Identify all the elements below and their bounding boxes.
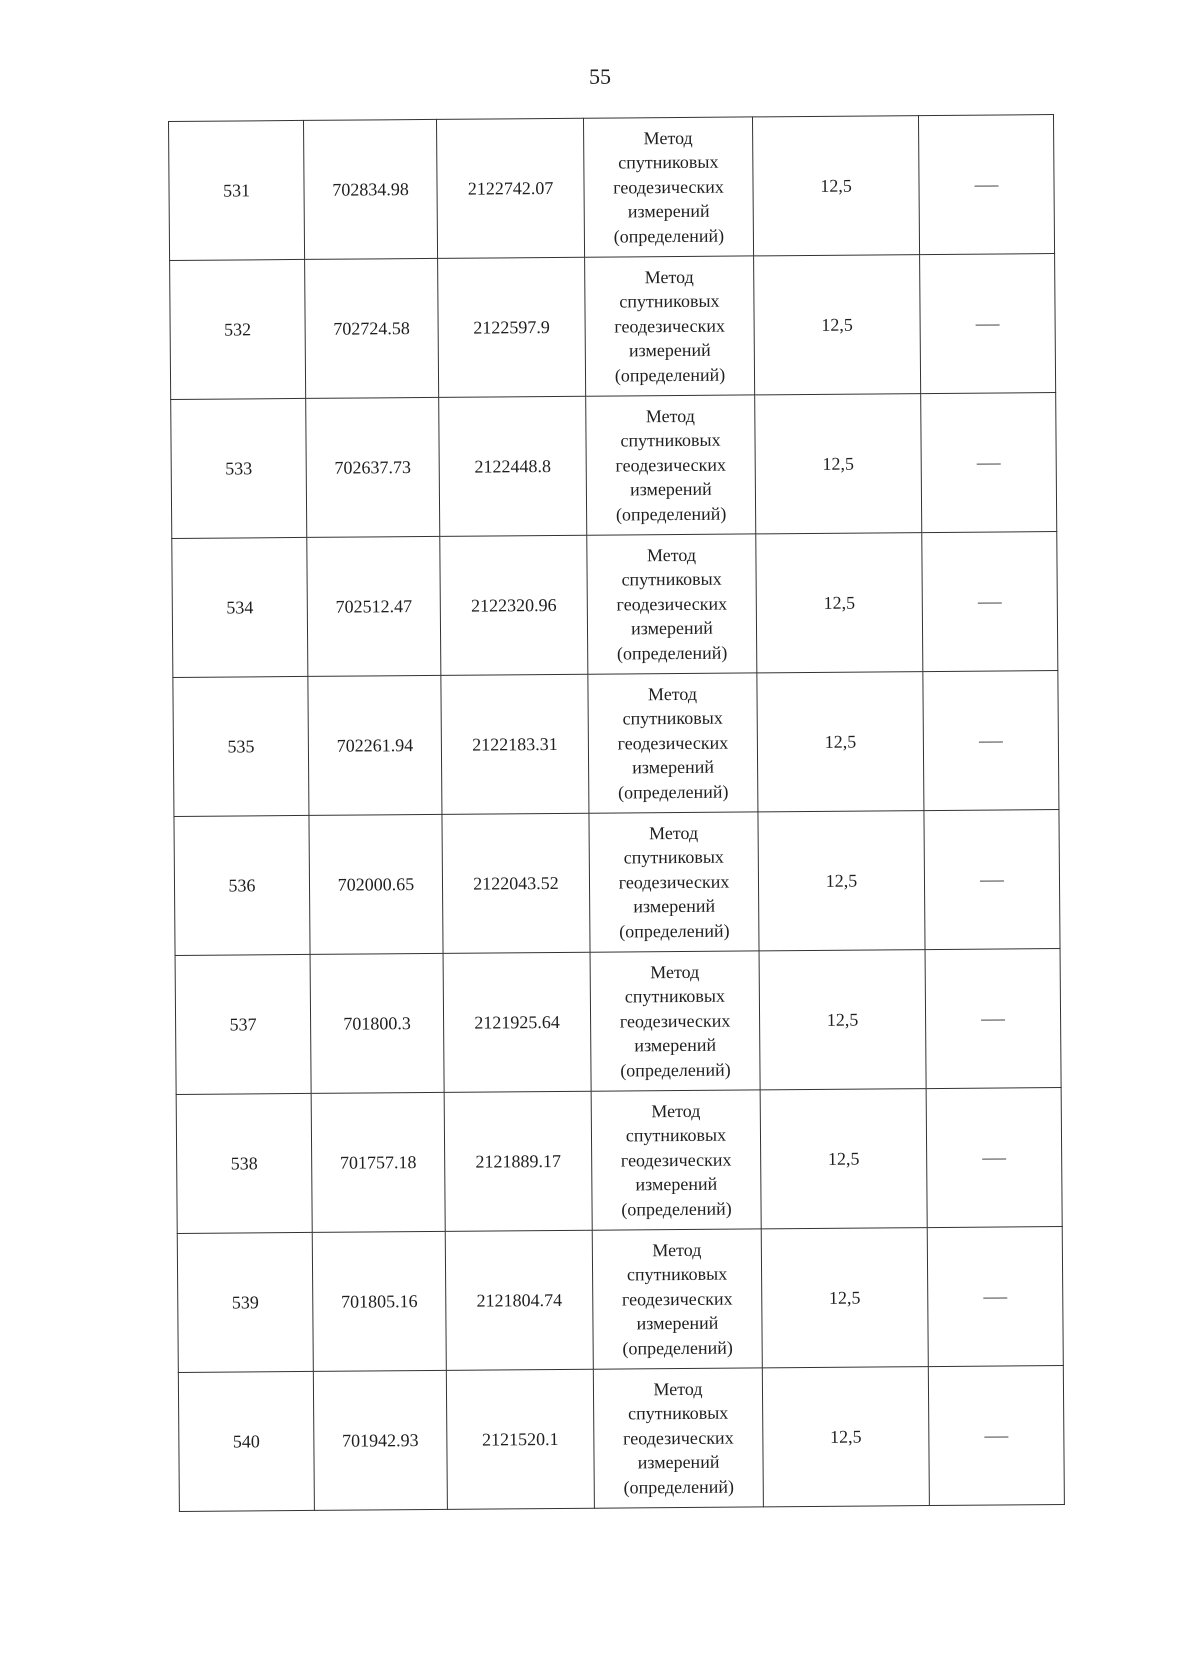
point-number-cell: 535	[173, 676, 309, 816]
method-line: измерений	[627, 200, 710, 222]
method-line: (определений)	[622, 1337, 733, 1359]
x-coordinate-cell: 701800.3	[310, 953, 444, 1093]
method-line: спутниковых	[622, 707, 723, 729]
method-line: спутниковых	[624, 985, 726, 1007]
accuracy-cell: 12,5	[762, 1367, 929, 1507]
table-row	[176, 1088, 1062, 1234]
y-coordinate-cell: 2121925.64	[443, 952, 591, 1092]
method-line: геодезических	[621, 1288, 733, 1310]
table-row	[178, 1366, 1064, 1512]
x-coordinate-cell: 702834.98	[303, 119, 437, 259]
method-line: (определений)	[616, 642, 728, 664]
dash-mark	[983, 1298, 1007, 1299]
x-coordinate-cell: 702261.94	[308, 675, 442, 815]
y-coordinate-cell: 2121520.1	[446, 1369, 594, 1509]
y-coordinate-cell: 2122183.31	[441, 674, 589, 814]
method-line: геодезических	[620, 1149, 732, 1171]
method-line: спутниковых	[619, 290, 720, 312]
method-line: (определений)	[619, 920, 730, 942]
method-line: Метод	[644, 266, 694, 288]
method-line: (определений)	[620, 1059, 731, 1081]
accuracy-cell: 12,5	[756, 533, 923, 673]
y-coordinate-cell: 2122043.52	[442, 813, 590, 953]
table-row	[174, 810, 1060, 956]
note-text	[1006, 1145, 1007, 1146]
note-cell	[922, 532, 1058, 672]
dash-mark	[984, 1437, 1008, 1438]
method-line: измерений	[634, 1034, 717, 1056]
note-cell	[923, 671, 1059, 811]
method-line: Метод	[650, 961, 700, 982]
point-number-cell: 539	[177, 1232, 313, 1372]
table-row	[173, 671, 1059, 817]
dash-mark	[980, 881, 1004, 882]
method-cell	[586, 395, 756, 535]
dash-mark	[978, 603, 1002, 604]
dash-mark	[981, 1020, 1005, 1021]
method-line: спутниковых	[623, 846, 724, 868]
note-cell	[918, 115, 1054, 255]
dash-mark	[976, 325, 1000, 326]
point-number-cell: 540	[178, 1371, 314, 1511]
method-line: спутниковых	[618, 151, 719, 173]
method-line: Метод	[646, 544, 697, 566]
method-line: Метод	[652, 1239, 702, 1260]
coordinates-table	[168, 114, 1065, 1512]
note-text	[1005, 1006, 1006, 1007]
method-line: геодезических	[622, 1427, 734, 1449]
method-line: Метод	[643, 127, 693, 149]
table-row	[170, 254, 1056, 400]
dash-mark	[982, 1159, 1006, 1160]
accuracy-cell: 12,5	[755, 394, 922, 534]
dash-mark	[977, 464, 1001, 465]
note-cell	[925, 949, 1061, 1089]
method-line: измерений	[632, 756, 715, 778]
method-line: геодезических	[616, 593, 728, 615]
method-cell	[583, 117, 753, 257]
x-coordinate-cell: 702512.47	[307, 536, 441, 676]
table-row	[172, 532, 1058, 678]
accuracy-cell: 12,5	[754, 255, 921, 395]
method-line: спутниковых	[627, 1402, 729, 1424]
accuracy-cell: 12,5	[752, 116, 919, 256]
note-cell	[928, 1366, 1064, 1506]
point-number-cell: 531	[169, 120, 305, 260]
method-cell	[590, 951, 760, 1091]
note-cell	[921, 393, 1057, 533]
method-line: (определений)	[613, 225, 725, 247]
y-coordinate-cell: 2122320.96	[440, 535, 588, 675]
point-number-cell: 532	[170, 259, 306, 399]
method-line: Метод	[649, 822, 699, 843]
method-line: (определений)	[623, 1476, 735, 1498]
method-line: спутниковых	[620, 429, 721, 451]
dash-mark	[975, 186, 999, 187]
method-cell	[592, 1229, 762, 1369]
accuracy-cell: 12,5	[759, 950, 926, 1090]
method-line: измерений	[628, 339, 711, 361]
table-row	[169, 115, 1055, 261]
accuracy-cell: 12,5	[758, 811, 925, 951]
note-cell	[926, 1088, 1062, 1228]
point-number-cell: 533	[171, 398, 307, 538]
accuracy-cell: 12,5	[757, 672, 924, 812]
method-line: Метод	[645, 405, 695, 427]
method-line: измерений	[637, 1451, 720, 1473]
table-row	[171, 393, 1057, 539]
method-line: спутниковых	[621, 568, 722, 590]
method-line: (определений)	[621, 1198, 732, 1220]
note-text	[1003, 728, 1004, 729]
method-line: (определений)	[618, 781, 729, 803]
method-cell	[588, 673, 758, 813]
method-line: геодезических	[617, 732, 729, 754]
x-coordinate-cell: 702724.58	[305, 258, 439, 398]
note-text	[1001, 450, 1002, 451]
x-coordinate-cell: 702000.65	[309, 814, 443, 954]
page-number: 55	[589, 64, 611, 89]
x-coordinate-cell: 701942.93	[313, 1370, 447, 1510]
y-coordinate-cell: 2122742.07	[436, 118, 584, 258]
method-line: Метод	[653, 1378, 703, 1399]
point-number-cell: 537	[175, 954, 311, 1094]
table-row	[177, 1227, 1063, 1373]
note-text	[1008, 1423, 1009, 1424]
x-coordinate-cell: 701757.18	[311, 1092, 445, 1232]
method-cell	[593, 1368, 763, 1508]
y-coordinate-cell: 2121804.74	[445, 1230, 593, 1370]
note-text	[998, 172, 999, 173]
method-line: измерений	[635, 1173, 718, 1195]
method-line: геодезических	[615, 454, 727, 476]
method-line: геодезических	[618, 871, 730, 893]
point-number-cell: 536	[174, 815, 310, 955]
method-line: (определений)	[615, 503, 727, 525]
note-text	[1000, 311, 1001, 312]
note-text	[1007, 1284, 1008, 1285]
method-line: измерений	[631, 617, 713, 639]
method-line: измерений	[633, 895, 716, 917]
table-row	[175, 949, 1061, 1095]
note-cell	[924, 810, 1060, 950]
x-coordinate-cell: 702637.73	[306, 397, 440, 537]
y-coordinate-cell: 2122597.9	[438, 257, 586, 397]
method-line: Метод	[647, 683, 698, 704]
method-line: Метод	[651, 1100, 701, 1121]
point-number-cell: 534	[172, 537, 308, 677]
method-line: спутниковых	[625, 1124, 727, 1146]
method-cell	[589, 812, 759, 952]
table-body	[169, 115, 1065, 1512]
x-coordinate-cell: 701805.16	[312, 1231, 446, 1371]
note-text	[1004, 867, 1005, 868]
method-line: геодезических	[619, 1010, 731, 1032]
y-coordinate-cell: 2121889.17	[444, 1091, 592, 1231]
method-line: (определений)	[614, 364, 726, 386]
y-coordinate-cell: 2122448.8	[439, 396, 587, 536]
method-line: геодезических	[613, 176, 724, 198]
accuracy-cell: 12,5	[761, 1228, 928, 1368]
note-cell	[927, 1227, 1063, 1367]
method-cell	[585, 256, 755, 396]
method-cell	[591, 1090, 761, 1230]
note-text	[1002, 589, 1003, 590]
method-line: спутниковых	[626, 1263, 728, 1285]
method-cell	[587, 534, 757, 674]
method-line: измерений	[636, 1312, 719, 1334]
method-line: геодезических	[614, 315, 725, 337]
accuracy-cell: 12,5	[760, 1089, 927, 1229]
note-cell	[920, 254, 1056, 394]
point-number-cell: 538	[176, 1093, 312, 1233]
dash-mark	[979, 742, 1003, 743]
method-line: измерений	[629, 478, 712, 500]
